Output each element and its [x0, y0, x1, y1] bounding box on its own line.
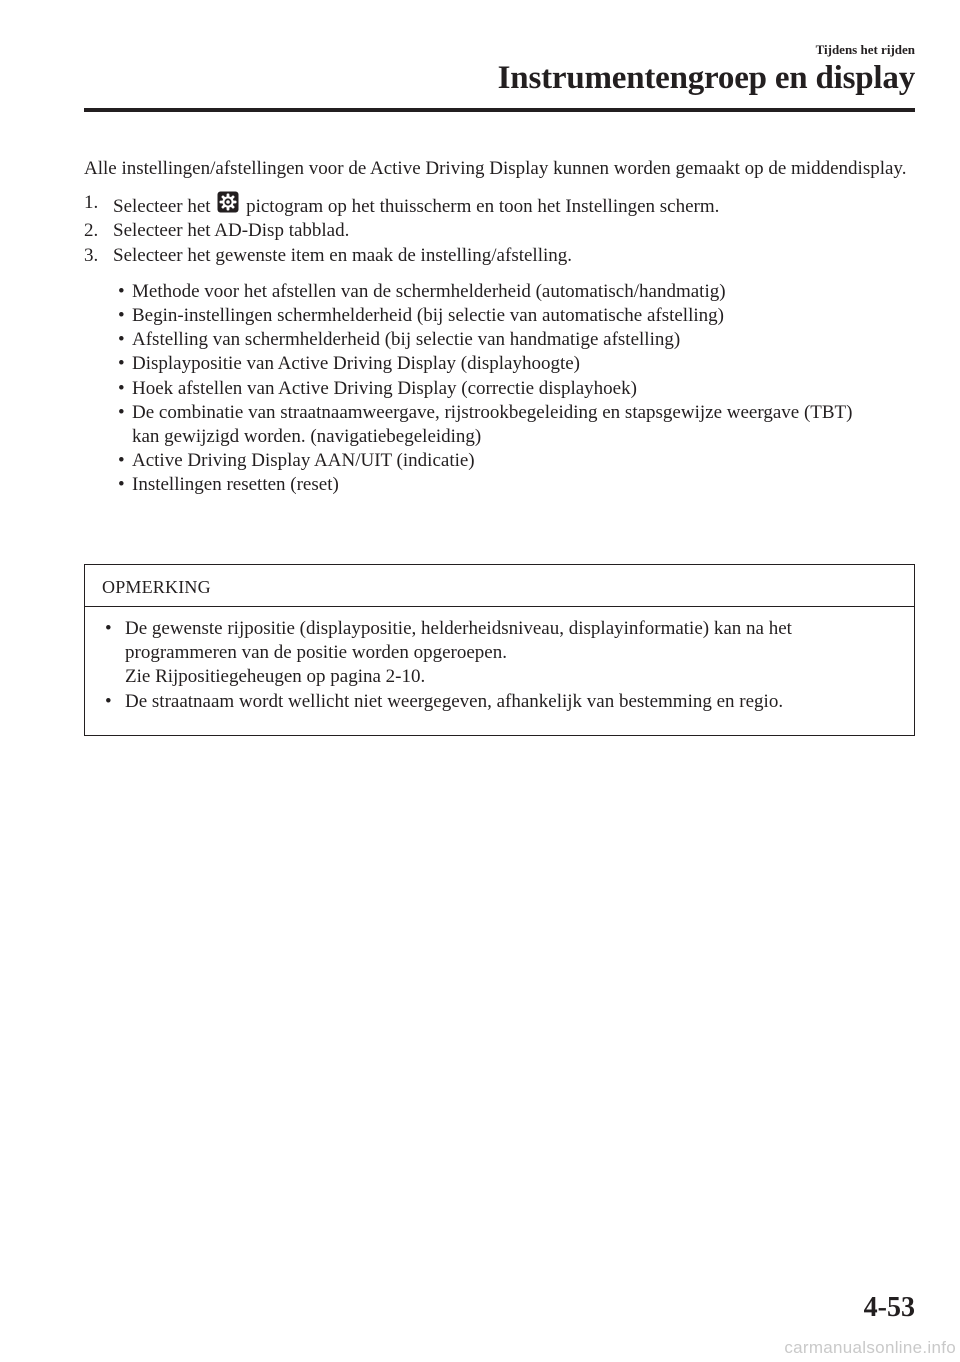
bullet-text: De combinatie van straatnaamweergave, rijstrookbegeleiding en stapsgewijze weergave (TBT) kan gewijzigd worden. (navigatiebegeleiding)	[132, 401, 853, 448]
section-label: Tijdens het rijden	[815, 42, 915, 57]
step-text: Selecteer het gewenste item en maak de instelling/afstelling.	[113, 244, 573, 266]
bullet-item	[84, 449, 915, 473]
header-rule	[84, 108, 915, 112]
page-number: 4-53	[863, 1292, 915, 1323]
step-text: Selecteer het AD-Disp tabblad.	[113, 220, 350, 242]
bullet-mark: •	[118, 401, 125, 423]
bullet-mark: •	[118, 329, 125, 351]
settings-bullet-list	[84, 280, 915, 498]
step-1	[84, 191, 915, 219]
bullet-mark: •	[118, 353, 125, 375]
note-reference: Zie Rijpositiegeheugen op pagina 2-10.	[125, 666, 426, 688]
step-2	[84, 219, 915, 243]
step-number: 3.	[84, 244, 99, 266]
bullet-item	[84, 304, 915, 328]
note-text: De straatnaam wordt wellicht niet weergegeven, afhankelijk van bestemming en regio.	[125, 690, 784, 712]
page-title: Instrumentengroep en display	[497, 60, 915, 96]
bullet-item	[84, 328, 915, 352]
bullet-text: Methode voor het afstellen van de schermhelderheid (automatisch/handmatig)	[132, 280, 726, 302]
note-item	[85, 690, 914, 714]
bullet-item	[84, 377, 915, 401]
step-number: 2.	[84, 220, 99, 242]
watermark: carmanualsonline.info	[784, 1338, 956, 1357]
intro-paragraph: Alle instellingen/afstellingen voor de Active Driving Display kunnen worden gemaakt op de middendisplay.	[84, 158, 907, 179]
note-text: De gewenste rijpositie (displaypositie, helderheidsniveau, displayinformatie) kan na het programmeren van de positie worden opgeroepen.	[125, 618, 792, 664]
bullet-mark: •	[118, 450, 125, 472]
bullet-item	[84, 401, 915, 449]
main-content	[84, 157, 915, 498]
bullet-text: Hoek afstellen van Active Driving Display (correctie displayhoek)	[132, 377, 637, 399]
bullet-text: Afstelling van schermhelderheid (bij selectie van handmatige afstelling)	[132, 329, 681, 351]
bullet-mark: •	[105, 690, 112, 712]
bullet-item	[84, 352, 915, 376]
bullet-mark: •	[118, 305, 125, 327]
bullet-mark: •	[105, 618, 112, 639]
bullet-text: Active Driving Display AAN/UIT (indicatie)	[132, 450, 475, 472]
step-3	[84, 244, 915, 268]
note-heading: OPMERKING	[85, 565, 914, 607]
bullet-mark: •	[118, 280, 125, 302]
bullet-text: Begin-instellingen schermhelderheid (bij selectie van automatische afstelling)	[132, 305, 724, 327]
step-text: pictogram op het thuisscherm en toon het Instellingen scherm.	[246, 196, 720, 218]
bullet-mark: •	[118, 377, 125, 399]
settings-gear-icon	[217, 191, 239, 213]
bullet-item	[84, 280, 915, 304]
note-box	[84, 564, 915, 736]
note-item	[85, 617, 914, 690]
step-number: 1.	[84, 192, 99, 214]
bullet-mark: •	[118, 474, 125, 496]
steps-list	[84, 191, 915, 268]
bullet-item	[84, 473, 915, 497]
step-text: Selecteer het	[113, 196, 211, 218]
bullet-text: Instellingen resetten (reset)	[132, 474, 339, 496]
bullet-text: Displaypositie van Active Driving Display (displayhoogte)	[132, 353, 581, 375]
note-list	[85, 617, 914, 714]
